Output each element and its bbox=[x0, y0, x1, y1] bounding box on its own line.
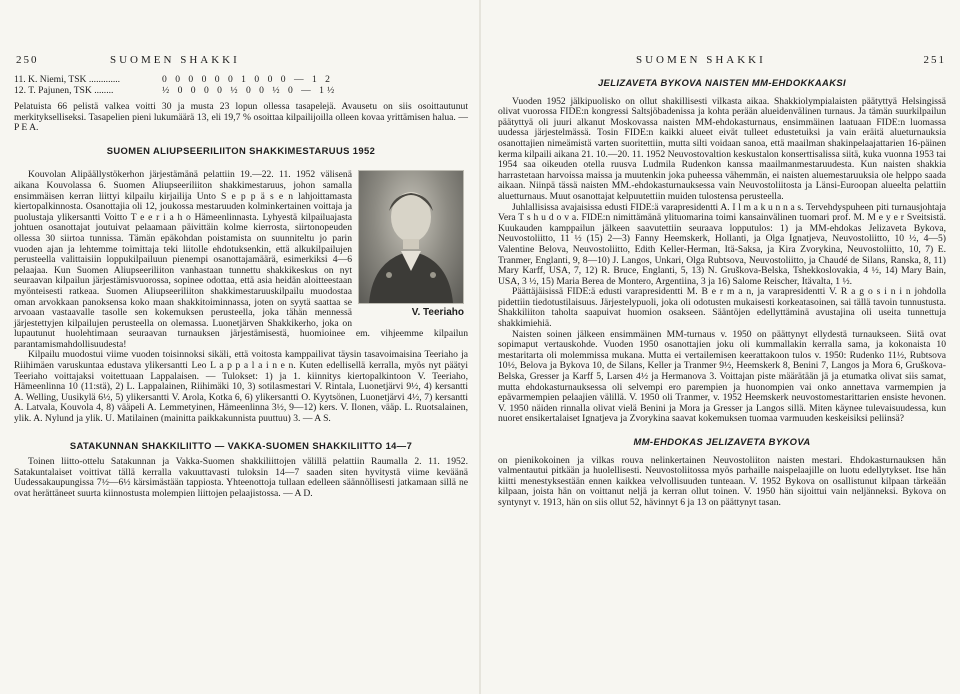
section-heading-satakunta: SATAKUNNAN SHAKKILIITTO — VAKKA-SUOMEN SHAKKILIITTO 14—7 bbox=[69, 439, 413, 451]
section-heading-aliupseeriliitto: SUOMEN ALIUPSEERILIITON SHAKKIMESTARUUS 1952 bbox=[106, 144, 376, 156]
right-page bbox=[482, 0, 960, 694]
intro-paragraph: Pelatuista 66 pelistä valkea voitti 30 ja musta 23 lopun ollessa tasapelejä. Avausetu on siis osoittautunut merkitykselliseksi. Tasapelien pieni lukumäärä 13, eli 19,7 % osoittaa kilpailijoilla olleen kovaa yrittämisen halua. — P E A. bbox=[14, 101, 468, 134]
section-heading-bykova: JELIZAVETA BYKOVA NAISTEN MM-EHDOKKAAKSI bbox=[597, 77, 847, 88]
left-page bbox=[0, 0, 478, 694]
score-row-name: 12. T. Pajunen, TSK ........ bbox=[14, 85, 114, 96]
score-row-scores: ½ 0 0 0 0 ½ 0 0 ½ 0 — 1½ bbox=[162, 85, 338, 96]
score-row-name: 11. K. Niemi, TSK ............. bbox=[14, 74, 121, 85]
right-content bbox=[498, 74, 946, 509]
body-paragraph: on pienikokoinen ja vilkas rouva nelinkertainen Neuvostoliiton naisten mestari. Ehdokasturnauksen hän valmentautui pitkään ja huolellisesti. Neuvostoliitossa myös parhaille naispelaajille on luotu edellytykset. Itse hän kiitti menestyksestään ennen kaikkea velvollisuuden tunteaan. V. 1952 Bykova on osallistunut kilpaan tärkeään kilpaan, joista hän on voittanut neljä ja kerran ollut toinen. V. 1950 hän sijoittui vain neljänneksi. Bykova on syntynyt v. 1913, hän on siis ollut 52, hävinnyt 6 ja 13 on päättynyt tasan. bbox=[498, 454, 946, 508]
score-row bbox=[14, 74, 468, 85]
score-row bbox=[14, 85, 468, 96]
right-page-number: 251 bbox=[923, 54, 946, 66]
left-content bbox=[14, 74, 468, 500]
score-row-scores: 0 0 0 0 0 0 1 0 0 0 — 1 2 bbox=[162, 74, 333, 85]
body-paragraph: Juhlallisissa avajaisissa edusti FIDE:ä varapresidentti A. I l m a k u n n a s. Tervehdyspuheen piti turnausjohtaja Vera T s h u d o v a. FIDE:n nimittämänä ylituomarina toimi kansainvälinen tuomari prof. M. M e y e r Sveitsistä. Kuukauden kamppailun jälkeen saavutettiin seuraava lopputulos: 1) ja MM-ehdokas Jelizaveta Bykova, Neuvostoliitto, 11 ½ (15) 2—3) Fanny Heemskerk, Hollanti, ja Olga Ignatjeva, Neuvostoliitto, 10 ½, 4—5) Valentine Belova, Neuvostoliitto, Edith Keller-Herman, Itä-Saksa, ja Kira Zvorykina, Neuvostoliitto, 10, 7) E. Tranmer, Englanti, 9, 8—10) J. Langos, Unkari, Olga Rubtsova, Neuvostoliitto, ja Chaudé de Silans, Ranska, 8, 11) Mary Karff, USA, 7, 12) R. Bruce, Englanti, 5, 13) N. Gruškova-Belska, Tshekkoslovakia, 4 ½, 14) Mary Bain, USA, 3 ½, 15) Maria Berea de Montero, Argentiina, 3 ja 16) Salome Reischer, Itävalta, 1 ½. bbox=[498, 201, 946, 287]
left-running-title: SUOMEN SHAKKI bbox=[110, 54, 240, 66]
left-running-head bbox=[0, 54, 478, 68]
body-paragraph: Toinen liitto-ottelu Satakunnan ja Vakka-Suomen shakkiliittojen välillä pelattiin Raumalla 2. 11. 1952. Satakuntalaiset voittivat tällä kerralla vakuuttavasti tuloksin 14—7 saaden siten hyvitystä viime keväänä Uudessakaupungissa 7½—6½ kärsimästään tappiosta. Yhteenottoja tullaan edelleen säännöllisesti jatkamaan sillä ne ovat herättäneet suurta kiinnostusta molempien liittojen pelaajistossa. — A D. bbox=[14, 456, 468, 499]
portrait-caption: V. Teeriaho bbox=[411, 307, 464, 319]
section-heading-mm-ehdokas: MM-EHDOKAS JELIZAVETA BYKOVA bbox=[633, 436, 811, 447]
portrait-figure bbox=[358, 170, 464, 319]
right-running-head bbox=[482, 54, 960, 68]
left-page-number: 250 bbox=[16, 54, 39, 66]
portrait-photo bbox=[358, 170, 464, 304]
body-paragraph: Kouvolan Alipäällystökerhon järjestämänä pelattiin 19.—22. 11. 1952 välisenä aikana Kouvolassa 6. Suomen Aliupseeriliiton shakkimestaruus, johon samalla ensimmäisen kerran liittyi kilpailu kirjailija Unto S e p p ä s e n lahjoittamasta kiertopalkinnosta. Osanottajia oli 12, joukossa mestaruuden kolminkertainen voittaja ja puolustaja ylikersantti Voitto T e e r i a h o Hämeenlinnasta. Lyhyestä kilpailuajasta johtuen osanottajat joutuivat pelaamaan päivittäin kolme kierrosta, siirtonopeuden ollessa 30 siirtoa tunnissa. Tämän epäkohdan poistamista on suunniteltu jo parin vuoden ajan ja lehtemme toimittaja teki liitolle ehdotuksenkin, että alkukilpailujen perusteella valittaisiin loppukilpailuun pienempi osanottajamäärä, esimerkiksi 4—6 pelaajaa. Kun Suomen Aliupseeriliiton vanhastaan tunnettu shakkikeskus on nyt seuraavan kilpailun järjestämisvuorossa, sopinee odottaa, että asia heidän aloitteestaan myönteisesti ratkeaa. Suomen Aliupseeriliiton shakkimestaruuskilpailu muodostaa oman arvokkaan panoksensa koko maan shakkitoiminnassa, joten on syytä saattaa se arvoaan vastaavalle tasolle sen kokemuksen perusteella, joka tähän mennessä järjestettyjen kilpailujen perusteella on olemassa. Luonetjärven Shakkikerho, joka on lupautunut huolehtimaan seuraavan turnauksen järjestämisestä, huomioinee em. vihjeemme kilpailun parantamismahdollisuudesta! bbox=[14, 169, 468, 350]
body-paragraph: Päättäjäisissä FIDE:ä edusti varapresidentti M. B e r m a n, ja varapresidentti V. R a g o s i n i n johdolla pidettiin tiedotustilaisuus. Järjestelypuoli, joka oli odotusten mukaisesti korkeatasoinen, sai tällä tavoin tunnustusta. Shakkiliiton taholta saapuivat huomion osakseen. Sääntöjen edellyttäminä avustajina oli useita tunnettuja shakkimiehiä. bbox=[498, 286, 946, 330]
right-running-title: SUOMEN SHAKKI bbox=[636, 54, 766, 66]
body-paragraph: Naisten soinen jälkeen ensimmäinen MM-turnaus v. 1950 on päättynyt ellydestä turnaukseen. Siitä ovat sopimaput vertauskohde. Vuoden 1950 osanottajien joku oli kummallakin kerralla sama, ja kokonaista 10 mestaritarta oli molemmissa mukana. Mutta ei vertailemisen keerattakoon tulos v. 1950: Rudenko 11½, Rubtsova 10½, Belova ja Bykova 10, de Silans, Keller ja Tranmer 9½, Heemskerk 8, Benini 7, Langos ja Mora 6, Gruškova-Belska, Gresser ja Karff 5, Larsen 4½ ja Hermanova 3. Voittajan piste määrätään jä ja etumatka olivat siis samat, mutta ehdokasturnauksessa oli selvempi ero parempien ja huonompien vai onko annettava varmempien ja epävarmempien pelaajien välillä. V. 1950 oli Tranmer, v. 1952 Heemskerk neuvostomestarittarien ensiste hevonen. V. 1950 näiden rinnalla olivat vielä Benini ja Mora ja Gresser ja Langos sillä. Miten käynee tulevaisuudessa, kun nuoret ensikertalaiset Ignatjeva ja Zvorykina saavat kokemuksen tuomaa varmuuden keskeisiksi peliinsä? bbox=[498, 328, 946, 425]
page-spine bbox=[479, 0, 481, 694]
body-paragraph: Kilpailu muodostui viime vuoden toisinnoksi sikäli, että voitosta kamppailivat täysin tasavoimaisina Teeriaho ja Riihimäen varuskuntaa edustava ylikersantti Leo L a p p a l a i n e n. Kuten edellisellä kerralla, myös nyt päätyi Teeriaho voittajaksi voitettuaan Lappalaisen. — Tulokset: 1) ja 1. kiinnitys kiertopalkintoon V. Teeriaho, Hämeenlinna 10 (11:stä), 2) L. Lappalainen, Riihimäki 10, 3) sotilasmestari V. Rintala, Luonetjärvi 9½, 4) kersantti A. Welling, Uusikylä 6½, 5) ylikersantti V. Arola, Kotka 6, 6) ylikersantti O. Kyytsönen, Luonetjärvi 4½, 7) kersantti A. Latvala, Kouvola 4, 8) vääpeli A. Lemmetyinen, Hämeenlinna 3½, 9—12) kers. V. Ilonen, vääp. L. Ruotsalainen, ylik. A. Nylund ja ylik. U. Matilainen (mainitta paikkakunnista puuttuu) 3. — A S. bbox=[14, 349, 468, 425]
portrait-illustration bbox=[359, 171, 463, 303]
body-paragraph: Vuoden 1952 jälkipuolisko on ollut shakillisesti vilkasta aikaa. Shakkiolympialaisten päätyttyä Helsingissä olivat vuorossa FIDE:n kongressi Saltsjöbadenissa ja kohta perään alueidenvälinen turnaus. Ja tämän suurkilpailun päätyttyä oli juuri alkanut Moskovassa naisten MM-ehdokasturnaus, ensimmäinen laatuaan FIDE:n luomassa uudessa järjestelmässä. Tosin FIDE:n kaikki alueet eivät tulleet edustetuiksi ja vain eräitä alueturnauksia osanottajien nimeämistä varten suoritettiin, mutta silti voidaan sanoa, että maailman shakinpelaajattarien 16-päinen kerma kilpaili aikana 21. 10.—20. 11. 1952 Neuvostovaltion keskustalon konserttisalissa siitä, kuka vuonna 1953 tai 1954 saa oikeuden otella ruusva Ludmila Rudenkon kanssa maailmanmestaruudesta. Kun naisten shakkia harrastetaan harvoissa maissa ja muutenkin joka puheessa vähemmän, ei naisten aluemestaruuksia ole helppo saada aikaan. Niinpä tässä naisten MM.-ehdokasturnauksessa vain Neuvostoliitosta ja Länsi-Euroopan alueelta pelattiin aluetturnaus. Muut osanottajat kelpuutettiin muiden tulostensa perusteella. bbox=[498, 95, 946, 202]
